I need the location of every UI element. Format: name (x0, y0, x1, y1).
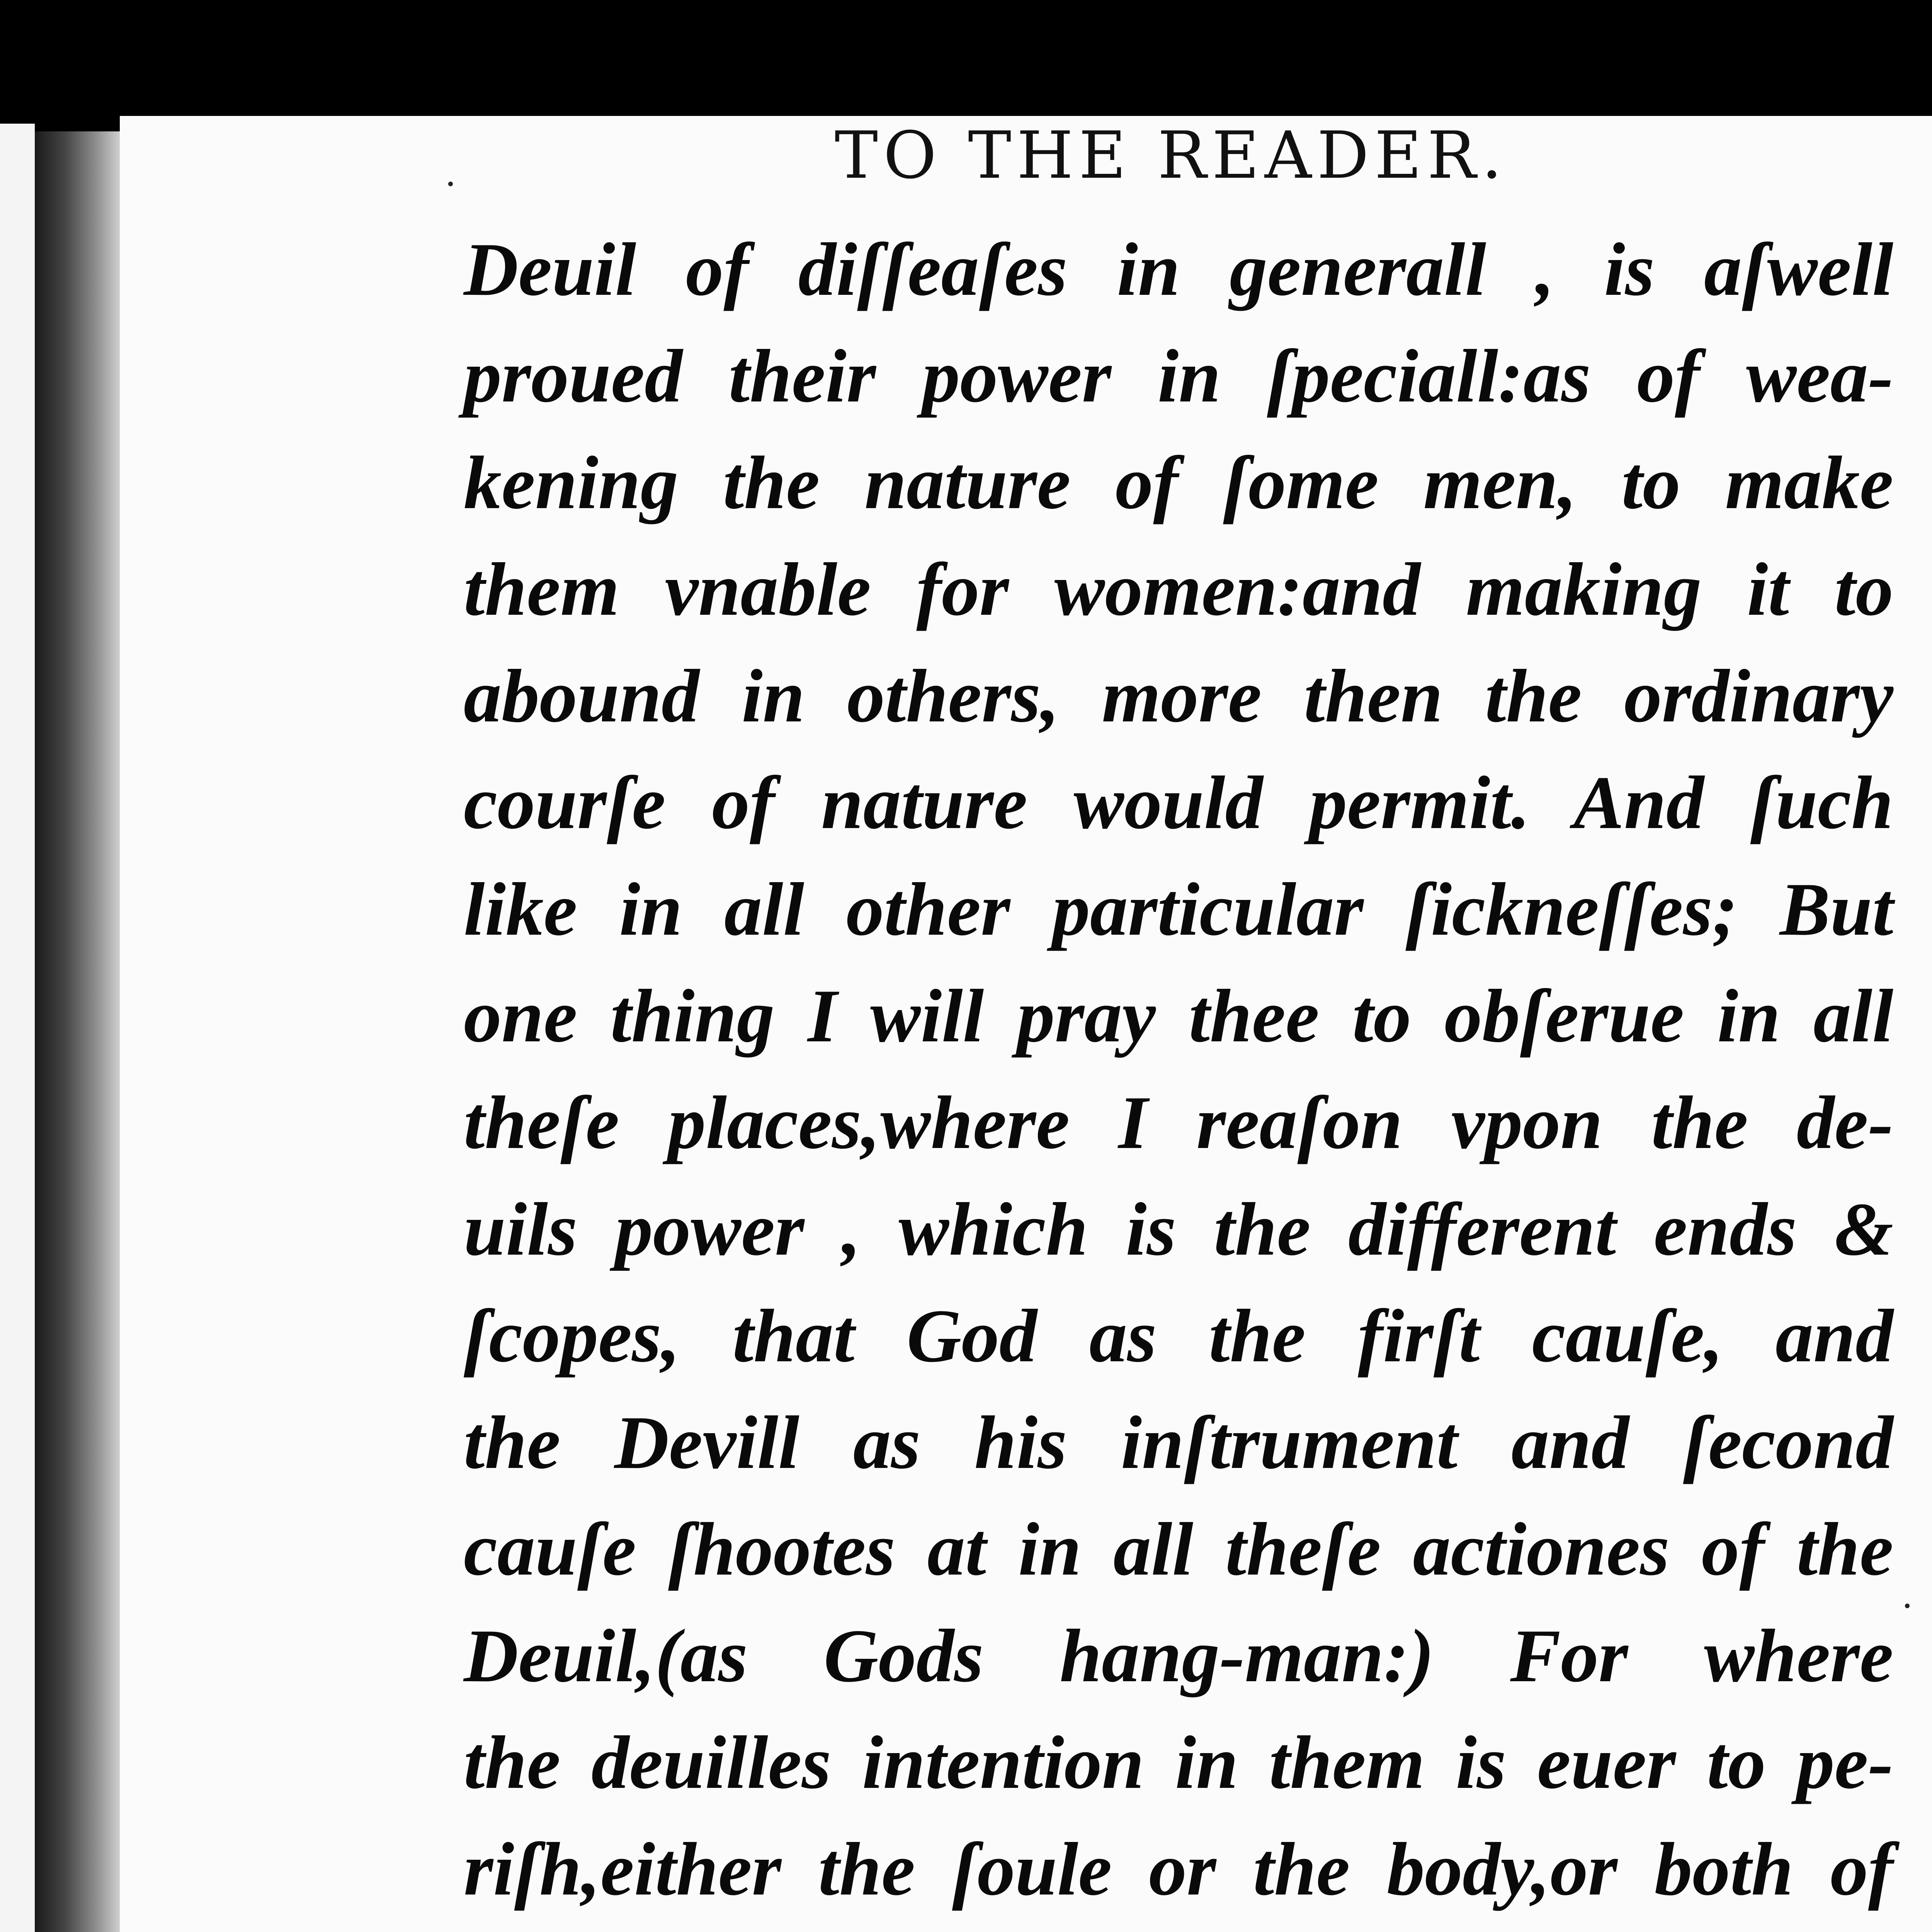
text-line: proued their power in ſpeciall:as of wea- (464, 334, 1893, 418)
text-line: Deuil of diſſeaſes in generall , is aſwell (464, 228, 1893, 311)
text-line: kening the nature of ſome men, to make (464, 441, 1893, 525)
ink-speck (1905, 1604, 1910, 1608)
book-gutter-shadow (35, 131, 120, 1932)
text-line: courſe of nature would permit. And ſuch (464, 761, 1893, 845)
text-line: ſcopes, that God as the firſt cauſe, and (464, 1294, 1893, 1378)
left-page-edge (0, 124, 35, 1932)
text-line (464, 1923, 1893, 1932)
text-line: Deuil,(as Gods hang-man:) For where (464, 1614, 1893, 1698)
body-text (464, 216, 1893, 1932)
text-line: the Devill as his inſtrument and ſecond (464, 1401, 1893, 1485)
text-line: uils power , which is the different ends & (464, 1187, 1893, 1271)
text-line: riſh,either the ſoule or the body,or both of (464, 1827, 1893, 1911)
text-line: one thing I will pray thee to obſerue in all (464, 974, 1893, 1058)
text-line: cauſe ſhootes at in all theſe actiones of the (464, 1507, 1893, 1591)
text-line: the deuilles intention in them is euer to pe- (464, 1721, 1893, 1804)
text-line: like in all other particular ſickneſſes; But (464, 867, 1893, 951)
running-title: TO THE READER. (835, 117, 1508, 193)
ink-speck (448, 182, 453, 186)
text-line: theſe places,where I reaſon vpon the de- (464, 1081, 1893, 1165)
text-line: them vnable for women:and making it to (464, 548, 1893, 631)
text-line: abound in others, more then the ordinary (464, 654, 1893, 738)
